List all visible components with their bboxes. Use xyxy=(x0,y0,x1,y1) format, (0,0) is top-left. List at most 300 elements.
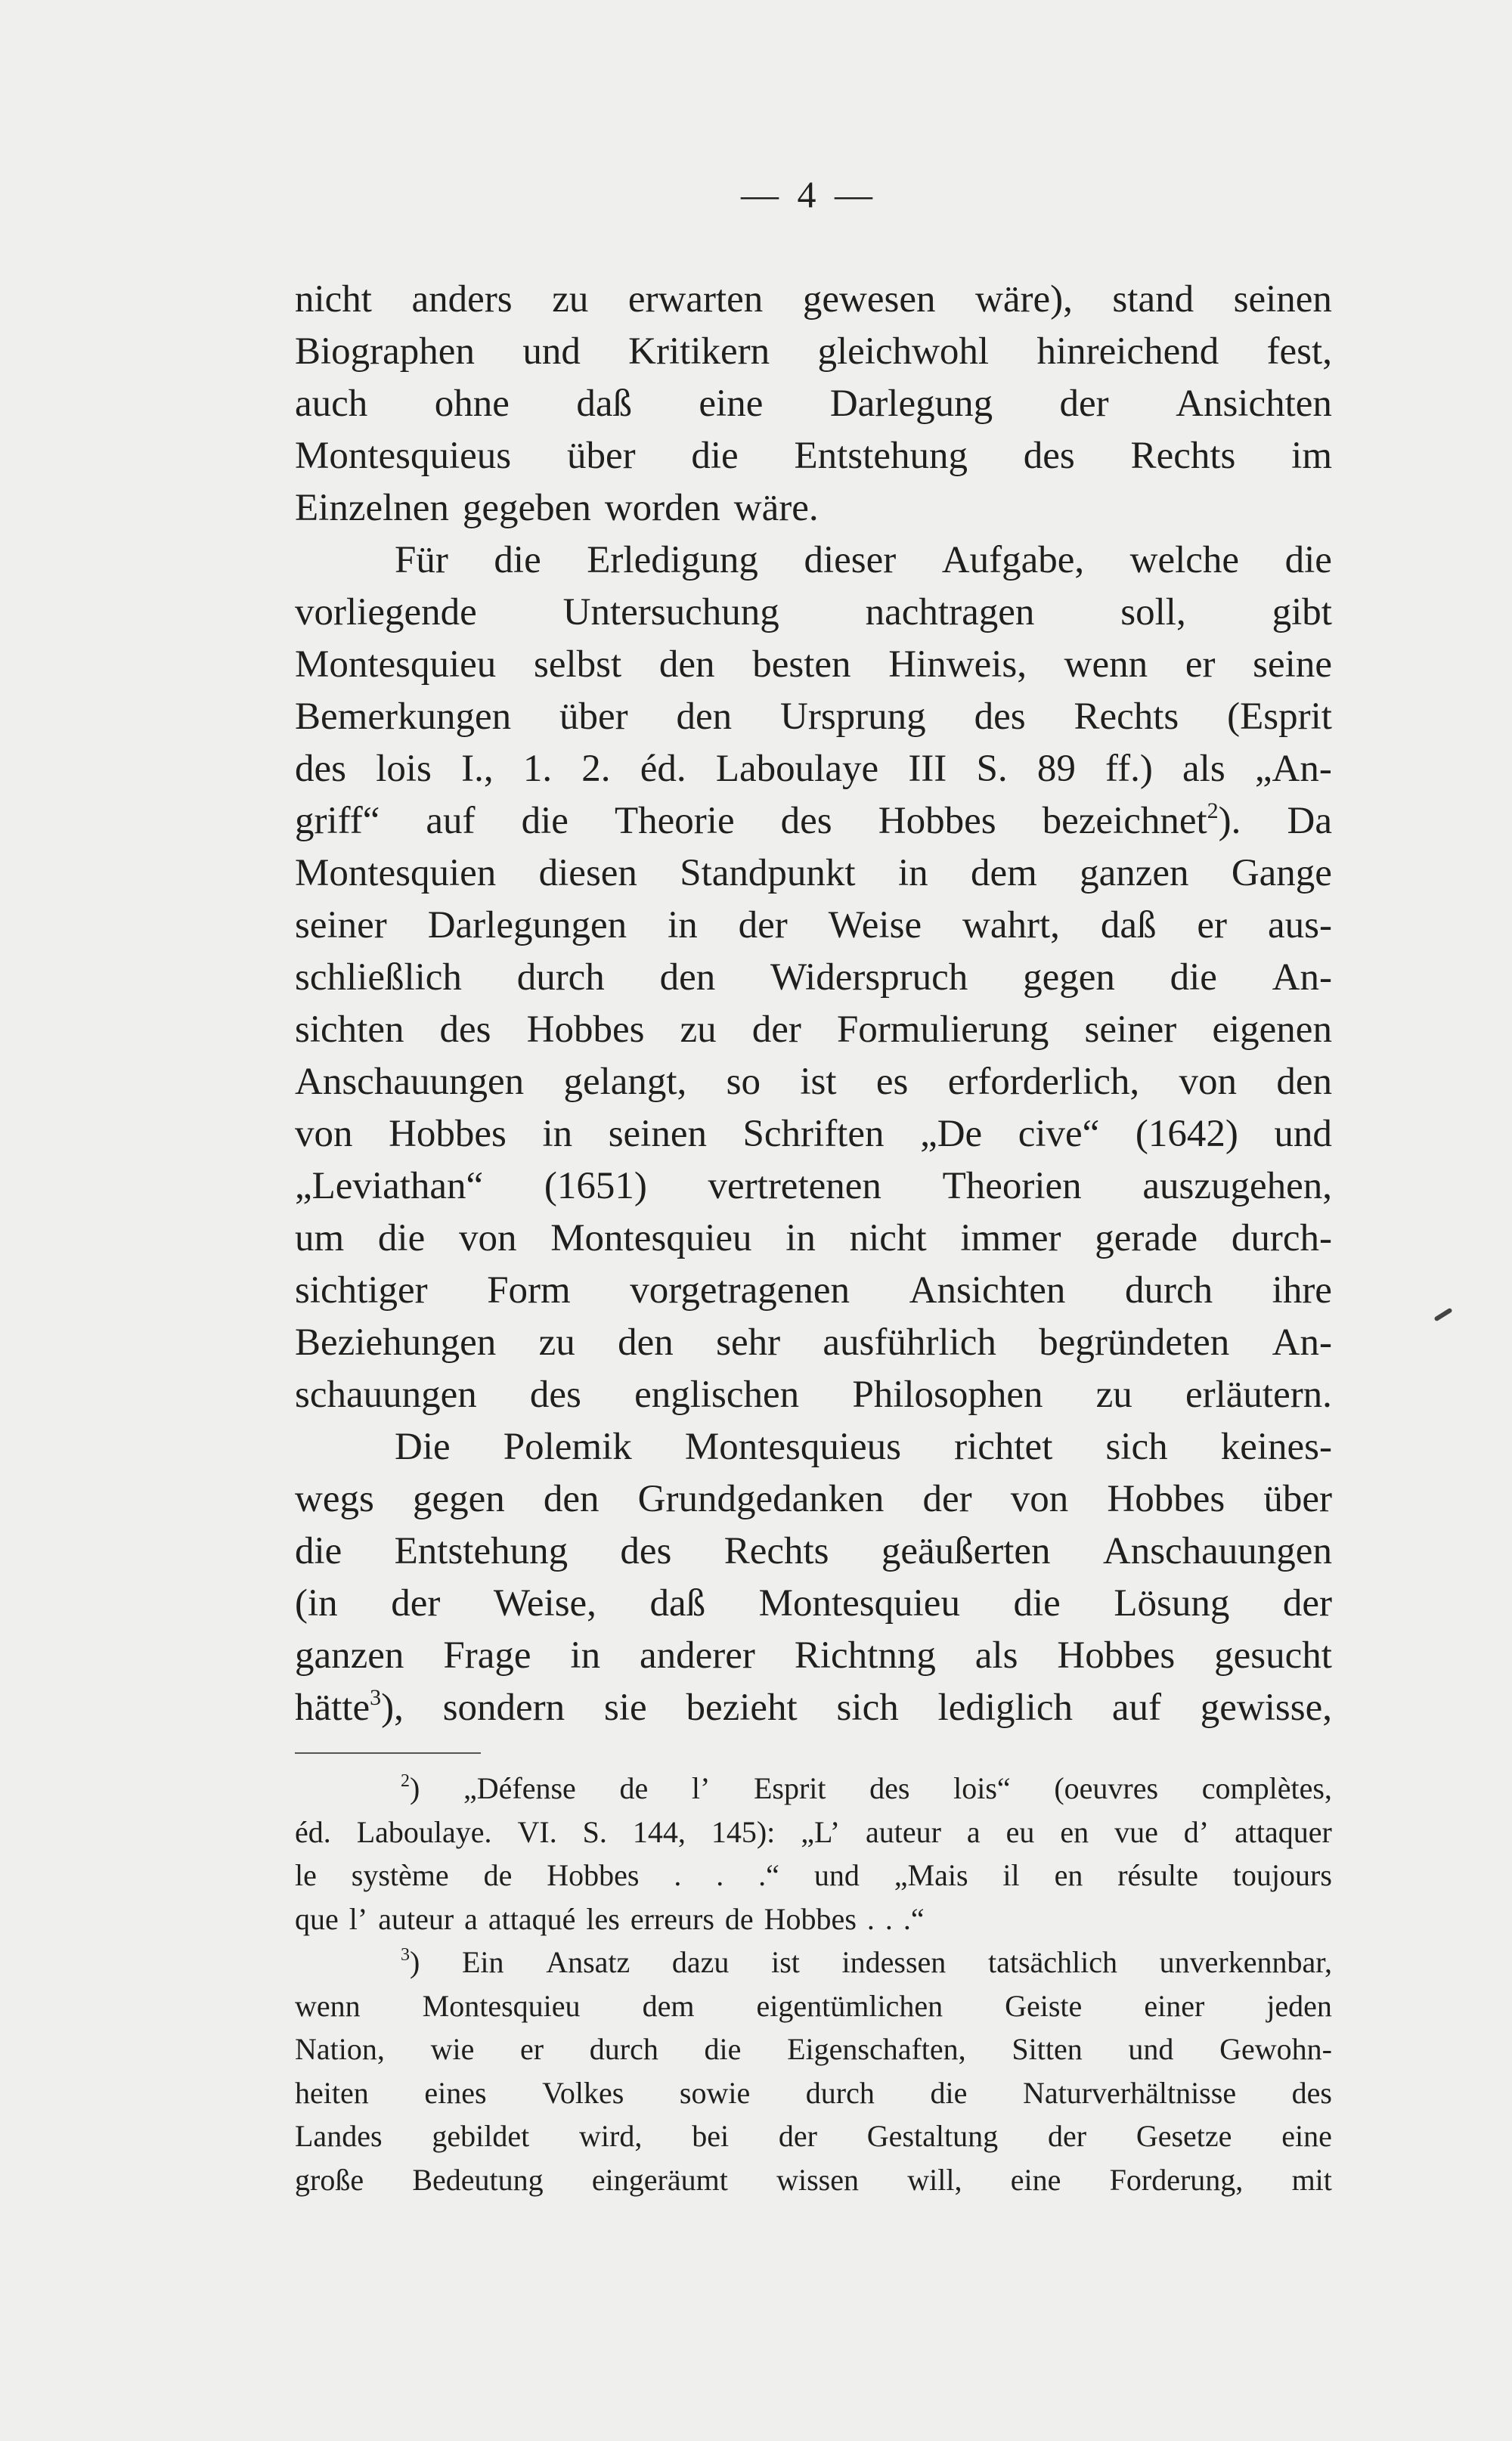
word: Hinweis, xyxy=(888,643,1027,686)
word: unverkennbar, xyxy=(1159,1945,1332,1979)
word: „Mais xyxy=(894,1858,968,1892)
word: seinen xyxy=(608,1113,707,1155)
body-line xyxy=(295,430,1332,482)
word: .“ xyxy=(758,1858,779,1892)
word: sondern xyxy=(442,1687,565,1729)
word: Gewohn- xyxy=(1219,2032,1332,2066)
word: le xyxy=(295,1858,317,1892)
body-line xyxy=(295,378,1332,430)
word: aus- xyxy=(1267,904,1332,946)
word: a xyxy=(966,1814,981,1849)
body-line xyxy=(295,274,1332,326)
word: eigentümlichen xyxy=(756,1988,943,2023)
word: Darlegungen xyxy=(427,904,627,946)
word: mit xyxy=(1291,2162,1332,2197)
word: gerade xyxy=(1095,1217,1198,1259)
word: Montesquieu xyxy=(550,1217,752,1259)
word: Gange xyxy=(1231,852,1332,894)
word: Naturverhältnisse xyxy=(1022,2075,1237,2110)
word: Bedeutung xyxy=(412,2162,544,2197)
word: gibt xyxy=(1272,591,1332,633)
word: über xyxy=(566,435,636,477)
word: An- xyxy=(1272,956,1332,999)
word: gegen xyxy=(1023,956,1115,999)
word: ihre xyxy=(1272,1269,1332,1312)
word: der xyxy=(751,1008,801,1051)
word: Eigenschaften, xyxy=(787,2032,966,2066)
word: den xyxy=(618,1321,674,1364)
word: Montesquieus xyxy=(295,435,512,477)
footnote-line xyxy=(295,1984,1332,2028)
body-line xyxy=(295,1160,1332,1213)
body-line xyxy=(295,743,1332,795)
word: dem xyxy=(970,852,1037,894)
word: Richtnng xyxy=(794,1634,936,1677)
word: d’ xyxy=(1183,1814,1210,1849)
word: a xyxy=(464,1901,478,1936)
word: Anschauungen xyxy=(1102,1530,1332,1572)
word: seinen xyxy=(1233,278,1332,321)
word: in xyxy=(542,1113,573,1155)
body-line xyxy=(295,847,1332,900)
word: eigenen xyxy=(1212,1008,1332,1051)
word: wissen xyxy=(776,2162,859,2197)
word: der xyxy=(738,904,788,946)
word: „An- xyxy=(1254,748,1332,790)
body-line xyxy=(295,1265,1332,1317)
word: dieser xyxy=(804,539,897,581)
word: anders xyxy=(411,278,513,321)
word: 145): xyxy=(711,1814,776,1849)
word: Anschauungen xyxy=(295,1061,525,1103)
word: (Esprit xyxy=(1227,695,1332,738)
word: Ursprung xyxy=(780,695,926,738)
word: VI. xyxy=(517,1814,557,1849)
word: bei xyxy=(692,2119,730,2153)
word: sich xyxy=(836,1687,899,1729)
word: que xyxy=(295,1901,339,1936)
word: Sitten xyxy=(1012,2032,1083,2066)
word: Montesquieu xyxy=(758,1582,960,1625)
word: daß xyxy=(576,383,632,425)
word: (in xyxy=(295,1582,338,1625)
word: den xyxy=(543,1478,600,1520)
body-line xyxy=(295,952,1332,1004)
word: Laboulaye xyxy=(715,748,879,790)
footnote-rule xyxy=(295,1752,481,1754)
word: den xyxy=(676,695,733,738)
word: geäußerten xyxy=(881,1530,1051,1572)
word: Schriften xyxy=(742,1113,885,1155)
footnote-line xyxy=(295,2071,1332,2115)
word: Gesetze xyxy=(1136,2119,1232,2153)
word: des xyxy=(1291,2075,1332,2110)
word: von xyxy=(458,1217,517,1259)
word: die xyxy=(494,539,541,581)
word: begründeten xyxy=(1039,1321,1230,1364)
word: eines xyxy=(424,2075,487,2110)
word: daß xyxy=(649,1582,706,1625)
word: erläutern. xyxy=(1185,1374,1332,1416)
word: Weise xyxy=(828,904,922,946)
word: durch xyxy=(516,956,605,999)
word: . xyxy=(885,1901,893,1936)
word: Grundgedanken xyxy=(637,1478,885,1520)
word: von xyxy=(295,1113,353,1155)
word: heiten xyxy=(295,2075,369,2110)
word: hinreichend xyxy=(1036,330,1219,373)
word: auf xyxy=(426,800,476,842)
word: Montesquien xyxy=(295,852,497,894)
word: die xyxy=(1284,539,1332,581)
footnotes xyxy=(295,1767,1332,2201)
word: worden xyxy=(604,487,720,529)
word: Lösung xyxy=(1114,1582,1230,1625)
word: schließlich xyxy=(295,956,462,999)
word: les xyxy=(586,1901,620,1936)
word: diesen xyxy=(538,852,637,894)
word: zu xyxy=(680,1008,717,1051)
word: Aufgabe, xyxy=(941,539,1085,581)
footnote-line xyxy=(295,2027,1332,2071)
body-line xyxy=(295,1578,1332,1630)
word: I., xyxy=(461,748,494,790)
word: gewesen xyxy=(802,278,936,321)
word: attaqué xyxy=(488,1901,576,1936)
word: die xyxy=(704,2032,742,2066)
body-line xyxy=(295,534,1332,587)
word: . xyxy=(866,1901,875,1936)
word: eu xyxy=(1005,1814,1035,1849)
word: in xyxy=(785,1217,816,1259)
word: eine xyxy=(699,383,764,425)
footnote-marker: 3 xyxy=(370,1685,382,1710)
footnote-marker: 2 xyxy=(1207,798,1219,823)
word: attaquer xyxy=(1235,1814,1332,1849)
word: complètes, xyxy=(1201,1771,1332,1805)
word: der xyxy=(391,1582,441,1625)
word: durch xyxy=(805,2075,875,2110)
word: ausführlich xyxy=(823,1321,996,1364)
footnote-marker: 2 xyxy=(401,1771,410,1791)
word: . xyxy=(716,1858,724,1892)
footnote-line xyxy=(295,2158,1332,2202)
word: wie xyxy=(430,2032,475,2066)
word: vue xyxy=(1114,1814,1158,1849)
word: Beziehungen xyxy=(295,1321,497,1364)
word: eingeräumt xyxy=(591,2162,728,2197)
word: und xyxy=(813,1858,860,1892)
word: éd. xyxy=(295,1814,331,1849)
word: seine xyxy=(1253,643,1332,686)
word: (1651) xyxy=(544,1165,647,1207)
word: hätte$^3$), xyxy=(295,1685,404,1729)
word: Philosophen xyxy=(852,1374,1043,1416)
word: in xyxy=(570,1634,601,1677)
word: von xyxy=(1179,1061,1237,1103)
footnote-marker: 3 xyxy=(401,1945,410,1965)
word: im xyxy=(1291,435,1332,477)
word: Hobbes xyxy=(764,1901,857,1936)
word: ff.) xyxy=(1105,748,1153,790)
word: daß xyxy=(1100,904,1157,946)
margin-mark xyxy=(1433,1308,1452,1322)
word: des xyxy=(974,695,1026,738)
word: sie xyxy=(603,1687,647,1729)
word: seiner xyxy=(1084,1008,1177,1051)
word: zu xyxy=(552,278,589,321)
word: wäre. xyxy=(733,487,819,529)
word: l’ xyxy=(349,1901,368,1936)
body-line xyxy=(295,1056,1332,1108)
word: Kritikern xyxy=(628,330,770,373)
word: Ansichten xyxy=(1176,383,1332,425)
word: Theorien xyxy=(942,1165,1082,1207)
word: Frage xyxy=(443,1634,531,1677)
word: Forderung, xyxy=(1109,2162,1244,2197)
word: „L’ xyxy=(801,1814,841,1849)
word: Polemik xyxy=(503,1426,632,1468)
word: in xyxy=(897,852,928,894)
word: Nation, xyxy=(295,2032,385,2066)
word: in xyxy=(668,904,698,946)
word: „Défense xyxy=(463,1771,576,1805)
word: über xyxy=(1263,1478,1332,1520)
word: richtet xyxy=(954,1426,1053,1468)
footnote-line xyxy=(295,2114,1332,2158)
word: Entstehung xyxy=(794,435,968,477)
word: griff“ xyxy=(295,800,380,842)
word: Hobbes xyxy=(526,1008,645,1051)
word: sowie xyxy=(679,2075,751,2110)
word: auch xyxy=(295,383,368,425)
word: Widerspruch xyxy=(770,956,968,999)
word: zu xyxy=(1095,1374,1132,1416)
word: ohne xyxy=(434,383,510,425)
word: Einzelnen xyxy=(295,487,449,529)
word: „De xyxy=(920,1113,983,1155)
word: Darlegung xyxy=(829,383,993,425)
word: dem xyxy=(642,1988,695,2023)
word: lediglich xyxy=(937,1687,1073,1729)
word: welche xyxy=(1129,539,1240,581)
word: en xyxy=(1060,1814,1089,1849)
word: die xyxy=(691,435,739,477)
word: Laboulaye. xyxy=(356,1814,492,1849)
word: die xyxy=(1170,956,1217,999)
body-line xyxy=(295,1630,1332,1682)
word: die xyxy=(377,1217,426,1259)
word: Rechts xyxy=(1130,435,1236,477)
word: einer xyxy=(1144,1988,1205,2023)
footnote-line xyxy=(295,1767,1332,1811)
word: anderer xyxy=(640,1634,755,1677)
word: Volkes xyxy=(542,2075,624,2110)
word: der xyxy=(1059,383,1109,425)
word: des xyxy=(295,748,346,790)
word: wird, xyxy=(579,2119,643,2153)
word: „Leviathan“ xyxy=(295,1165,484,1207)
word: wegs xyxy=(295,1478,374,1520)
word: Standpunkt xyxy=(680,852,856,894)
word: immer xyxy=(960,1217,1061,1259)
word: des xyxy=(780,800,832,842)
word: Gestaltung xyxy=(866,2119,999,2153)
word: cive“ xyxy=(1018,1113,1100,1155)
word: ist xyxy=(800,1061,837,1103)
word: als xyxy=(974,1634,1018,1677)
word: und xyxy=(522,330,581,373)
body-line xyxy=(295,900,1332,952)
word: dazu xyxy=(671,1945,730,1979)
word: wenn xyxy=(1064,643,1148,686)
word: ganzen xyxy=(295,1634,404,1677)
word: nachtragen xyxy=(865,591,1035,633)
word: Weise, xyxy=(493,1582,596,1625)
word: die xyxy=(521,800,569,842)
word: S. xyxy=(582,1814,607,1849)
word: 2. xyxy=(581,748,611,790)
word: der xyxy=(1282,1582,1332,1625)
body-line xyxy=(295,1213,1332,1265)
body-line xyxy=(295,482,1332,534)
word: eine xyxy=(1010,2162,1061,2197)
word: des xyxy=(620,1530,672,1572)
word: des xyxy=(1023,435,1075,477)
word: vorliegende xyxy=(295,591,477,633)
word: den xyxy=(658,643,715,686)
word: vertretenen xyxy=(708,1165,881,1207)
word: Ansatz xyxy=(546,1945,631,1979)
footnote-line xyxy=(295,1811,1332,1854)
word: Da xyxy=(1287,800,1332,842)
word: Hobbes xyxy=(389,1113,507,1155)
body-line xyxy=(295,1526,1332,1578)
word: wahrt, xyxy=(962,904,1060,946)
word: .“ xyxy=(903,1901,925,1936)
word: Montesquieu xyxy=(422,1988,581,2023)
word: der xyxy=(922,1478,972,1520)
word: de xyxy=(619,1771,649,1805)
body-line xyxy=(295,1108,1332,1160)
word: nicht xyxy=(295,278,372,321)
word: sichtiger xyxy=(295,1269,428,1312)
body-line xyxy=(295,1473,1332,1526)
body-line xyxy=(295,1317,1332,1369)
word: (oeuvres xyxy=(1054,1771,1159,1805)
word: soll, xyxy=(1120,591,1186,633)
word: des xyxy=(439,1008,491,1051)
word: des xyxy=(869,1771,910,1805)
word: gegeben xyxy=(462,487,591,529)
word: es xyxy=(875,1061,909,1103)
word: die xyxy=(1013,1582,1061,1625)
word: . xyxy=(674,1858,682,1892)
word: die xyxy=(295,1530,342,1572)
word: Bemerkungen xyxy=(295,695,512,738)
word: so xyxy=(726,1061,761,1103)
word: selbst xyxy=(534,643,622,686)
word: durch xyxy=(1124,1269,1213,1312)
word: résulte xyxy=(1117,1858,1198,1892)
body-line xyxy=(295,795,1332,847)
word: und xyxy=(1274,1113,1332,1155)
word: Rechts xyxy=(723,1530,829,1572)
word: 89 xyxy=(1036,748,1076,790)
word: Form xyxy=(487,1269,571,1312)
body-line xyxy=(295,1369,1332,1421)
word: seiner xyxy=(295,904,387,946)
word: erreurs xyxy=(630,1901,714,1936)
word: gleichwohl xyxy=(817,330,990,373)
word: sich xyxy=(1105,1426,1168,1468)
body-line xyxy=(295,587,1332,639)
body-text xyxy=(295,274,1332,1734)
word: wäre), xyxy=(975,278,1073,321)
word: Montesquieus xyxy=(684,1426,901,1468)
word: Erledigung xyxy=(587,539,758,581)
word: auszugehen, xyxy=(1142,1165,1332,1207)
word: (1642) xyxy=(1135,1113,1238,1155)
word: Montesquieu xyxy=(295,643,497,686)
word: l’ xyxy=(691,1771,711,1805)
word: um xyxy=(295,1217,345,1259)
word: gewisse, xyxy=(1200,1687,1332,1729)
body-line xyxy=(295,326,1332,378)
body-line xyxy=(295,1682,1332,1734)
word: den xyxy=(659,956,716,999)
word: Theorie xyxy=(615,800,735,842)
word: $^3$) xyxy=(401,1945,420,1979)
word: auteur xyxy=(866,1814,941,1849)
word: 1. xyxy=(522,748,553,790)
word: besten xyxy=(752,643,851,686)
word: englischen xyxy=(634,1374,800,1416)
word: sehr xyxy=(716,1321,781,1364)
word: er xyxy=(520,2032,544,2066)
footnote-line xyxy=(295,1854,1332,1897)
word: Ansichten xyxy=(909,1269,1066,1312)
word: schauungen xyxy=(295,1374,477,1416)
word: gelangt, xyxy=(563,1061,687,1103)
word: zu xyxy=(538,1321,575,1364)
word: keines- xyxy=(1220,1426,1332,1468)
word: toujours xyxy=(1232,1858,1332,1892)
word: fest, xyxy=(1266,330,1332,373)
word: erforderlich, xyxy=(947,1061,1140,1103)
word: Hobbes xyxy=(1107,1478,1225,1520)
word: système xyxy=(351,1858,449,1892)
word: Für xyxy=(395,539,448,581)
word: de xyxy=(483,1858,513,1892)
word: 144, xyxy=(632,1814,686,1849)
word: will, xyxy=(907,2162,962,2197)
word: den xyxy=(1276,1061,1332,1103)
word: erwarten xyxy=(627,278,764,321)
word: gebildet xyxy=(432,2119,530,2153)
word: Formulierung xyxy=(836,1008,1049,1051)
word: er xyxy=(1185,643,1216,686)
word: Ein xyxy=(461,1945,504,1979)
word: en xyxy=(1054,1858,1083,1892)
word: durch- xyxy=(1231,1217,1332,1259)
footnote-line xyxy=(295,1897,1332,1941)
word: sichten xyxy=(295,1008,404,1051)
word: Landes xyxy=(295,2119,383,2153)
word: lois“ xyxy=(953,1771,1011,1805)
word: Hobbes xyxy=(547,1858,640,1892)
word: große xyxy=(295,2162,364,2197)
